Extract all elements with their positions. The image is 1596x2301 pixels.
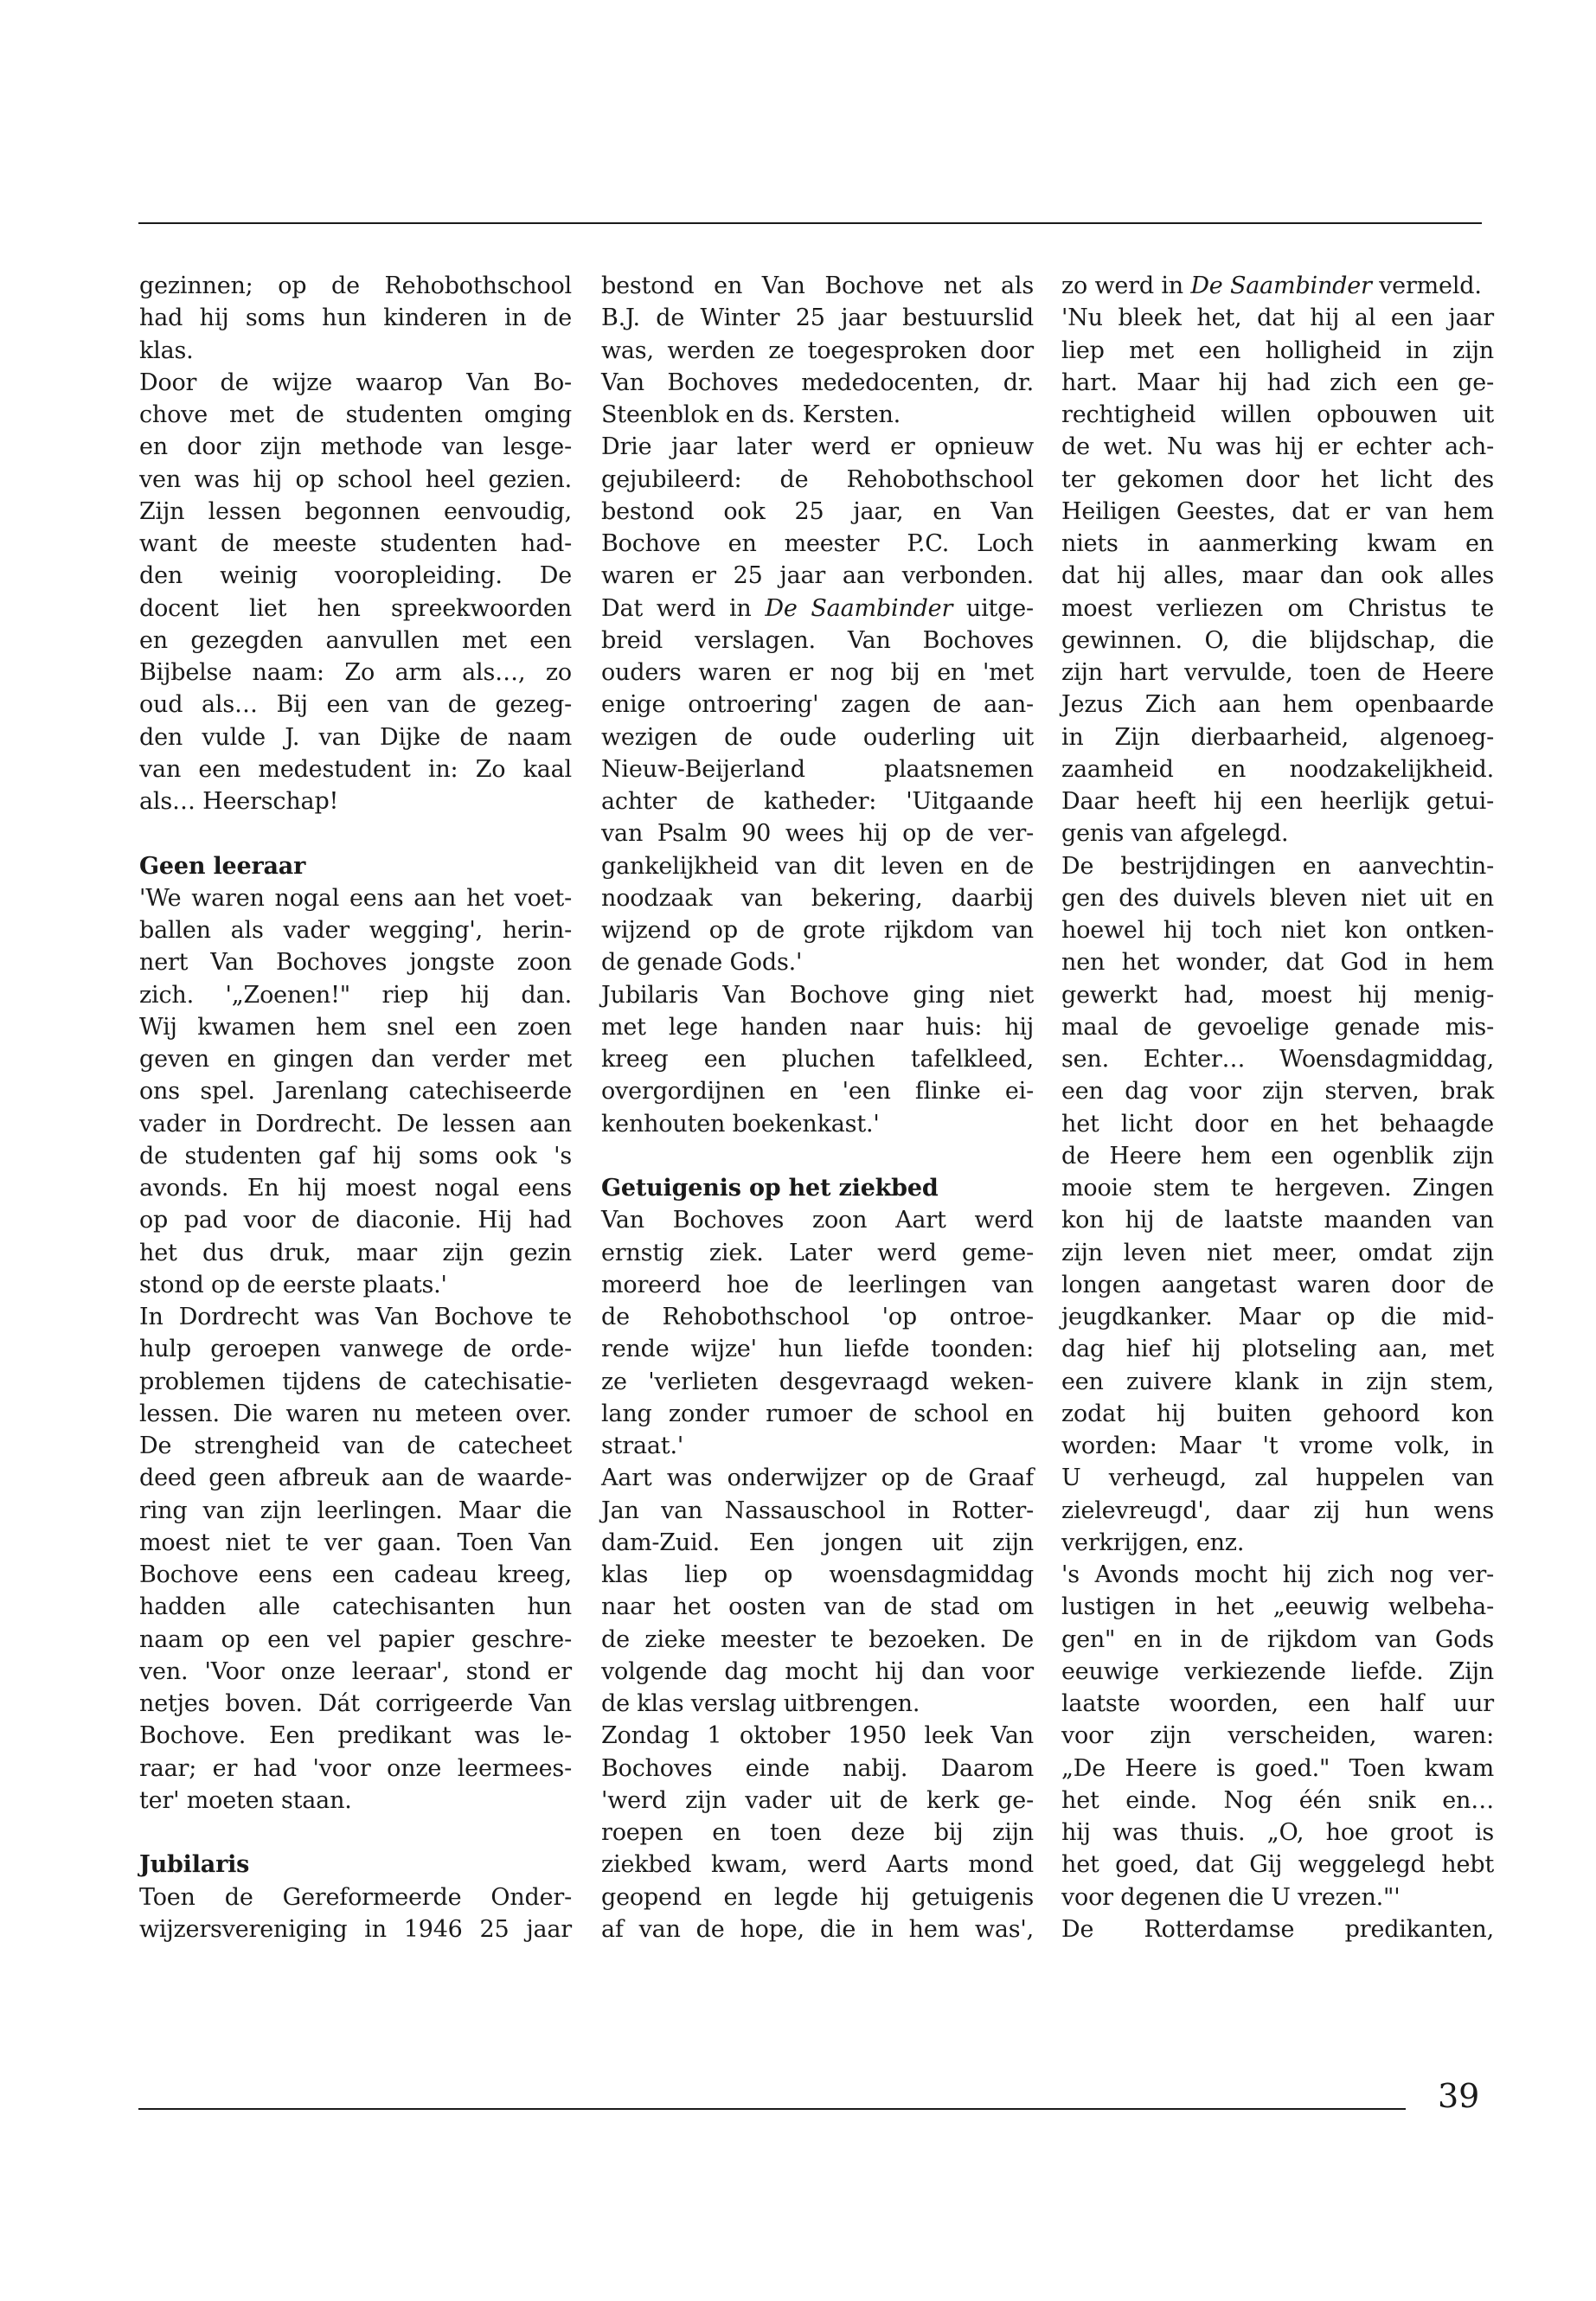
text-line: „De Heere is goed." Toen kwam [1061, 1754, 1494, 1782]
text-line: hulp geroepen vanwege de orde- [139, 1336, 572, 1363]
text-line: wezigen de oude ouderling uit [601, 723, 1034, 751]
text-line: Daar heeft hij een heerlijk getui- [1061, 788, 1494, 815]
text-line: In Dordrecht was Van Bochove te [139, 1304, 572, 1330]
text-line: dam-Zuid. Een jongen uit zijn [601, 1529, 1034, 1556]
text-line: gen des duivels bleven niet uit en [1061, 884, 1494, 912]
text-line: Van Bochoves zoon Aart werd [601, 1207, 1034, 1234]
text-line: dag hief hij plotseling aan, met [1061, 1336, 1494, 1363]
text-line: gezinnen; op de Rehobothschool [139, 272, 572, 299]
text-line: een zuivere klank in zijn stem, [1061, 1368, 1494, 1395]
text-line: waren er 25 jaar aan verbonden. [601, 562, 1034, 590]
text-line: ouders waren er nog bij en 'met [601, 659, 1034, 686]
text-line: Bochove. Een predikant was le- [139, 1722, 572, 1750]
text-line: straat.' [601, 1433, 684, 1459]
publication-title: De Saambinder [765, 594, 953, 622]
text-line: zodat hij buiten gehoord kon [1061, 1400, 1494, 1427]
text-line: U verheugd, zal huppelen van [1061, 1465, 1494, 1492]
text-line: Steenblok en ds. Kersten. [601, 401, 901, 428]
text-line: de studenten gaf hij soms ook 's [139, 1142, 572, 1170]
text-line: lang zonder rumoer de school en [601, 1400, 1034, 1427]
text-line: 'werd zijn vader uit de kerk ge- [601, 1786, 1034, 1814]
text-line: en door zijn methode van lesge- [139, 433, 572, 461]
text-line: het licht door en het behaagde [1061, 1110, 1494, 1138]
text-line: Heiligen Geestes, dat er van hem [1061, 497, 1494, 525]
text-line: het einde. Nog één snik en… [1061, 1786, 1494, 1814]
text-line: moest verliezen om Christus te [1061, 594, 1494, 622]
text-line: ring van zijn leerlingen. Maar die [139, 1497, 572, 1524]
paragraph-gap [139, 1817, 572, 1849]
text-line: ven was hij op school heel gezien. [139, 465, 572, 493]
text-line: raar; er had 'voor onze leermees- [139, 1754, 572, 1782]
text-line: 's Avonds mocht hij zich nog ver- [1061, 1561, 1494, 1588]
text-line: gankelijkheid van dit leven en de [601, 852, 1034, 880]
text-line: volgende dag mocht hij dan voor [601, 1657, 1034, 1685]
text-line: jeugdkanker. Maar op die mid- [1061, 1304, 1494, 1330]
text-line: wijzend op de grote rijkdom van [601, 917, 1034, 944]
text-line [1061, 270, 1494, 302]
text-line: problemen tijdens de catechisatie- [139, 1368, 572, 1395]
text-line: 'We waren nogal eens aan het voet- [139, 884, 572, 912]
text-line: van Psalm 90 wees hij op de ver- [601, 820, 1034, 848]
text-line: De strengheid van de catecheet [139, 1433, 572, 1459]
text-segment: uitge- [952, 594, 1034, 622]
section-heading: Getuigenis op het ziekbed [601, 1175, 939, 1202]
text-line: niets in aanmerking kwam en [1061, 530, 1494, 557]
text-line: voor degenen die U vrezen."' [1061, 1883, 1401, 1911]
text-segment: Dat werd in [601, 594, 766, 622]
text-line: De Rotterdamse predikanten, [1061, 1915, 1494, 1943]
text-line: 'Nu bleek het, dat hij al een jaar [1061, 304, 1494, 332]
text-line: maal de gevoelige genade mis- [1061, 1013, 1494, 1041]
text-line: netjes boven. Dát corrigeerde Van [139, 1690, 572, 1717]
text-line: geven en gingen dan verder met [139, 1046, 572, 1073]
text-line: Toen de Gereformeerde Onder- [139, 1883, 572, 1911]
text-line: Bochoves einde nabij. Daarom [601, 1754, 1034, 1782]
text-line: Aart was onderwijzer op de Graaf [601, 1465, 1034, 1492]
text-line: gewerkt had, moest hij menig- [1061, 981, 1494, 1009]
text-line: de Rehobothschool 'op ontroe- [601, 1304, 1034, 1330]
text-line: ernstig ziek. Later werd geme- [601, 1239, 1034, 1266]
text-line: ballen als vader wegging', herin- [139, 917, 572, 944]
text-line: overgordijnen en 'een flinke ei- [601, 1078, 1034, 1106]
text-line: Bochove en meester P.C. Loch [601, 530, 1034, 557]
text-line: ven. 'Voor onze leeraar', stond er [139, 1657, 572, 1685]
text-line: hadden alle catechisanten hun [139, 1593, 572, 1621]
text-line: eeuwige verkiezende liefde. Zijn [1061, 1657, 1494, 1685]
text-line: was, werden ze toegesproken door [601, 336, 1034, 364]
text-line: dat hij alles, maar dan ook alles [1061, 562, 1494, 590]
text-line [601, 593, 1034, 625]
text-line: sen. Echter… Woensdagmiddag, [1061, 1046, 1494, 1073]
text-line: gen" en in de rijkdom van Gods [1061, 1625, 1494, 1653]
text-line: de genade Gods.' [601, 949, 803, 977]
column-3 [1061, 270, 1494, 1945]
text-line: noodzaak van bekering, daarbij [601, 884, 1034, 912]
text-line: nert Van Bochoves jongste zoon [139, 949, 572, 977]
text-line: liep met een holligheid in zijn [1061, 336, 1494, 364]
text-line: het dus druk, maar zijn gezin [139, 1239, 572, 1266]
text-line: hart. Maar hij had zich een ge- [1061, 369, 1494, 396]
text-line: achter de katheder: 'Uitgaande [601, 788, 1034, 815]
text-line: hoewel hij toch niet kon ontken- [1061, 917, 1494, 944]
text-line: een dag voor zijn sterven, brak [1061, 1078, 1494, 1106]
text-line: zich. '„Zoenen!" riep hij dan. [139, 981, 572, 1009]
text-line: af van de hope, die in hem was', [601, 1915, 1034, 1943]
text-line: klas liep op woensdagmiddag [601, 1561, 1034, 1588]
text-line: genis van afgelegd. [1061, 820, 1289, 848]
text-line: de klas verslag uitbrengen. [601, 1690, 920, 1717]
text-line: Zondag 1 oktober 1950 leek Van [601, 1722, 1034, 1750]
text-line: want de meeste studenten had- [139, 530, 572, 557]
text-line: Door de wijze waarop Van Bo- [139, 369, 572, 396]
text-line: enige ontroering' zagen de aan- [601, 691, 1034, 719]
text-line: gejubileerd: de Rehobothschool [601, 465, 1034, 493]
text-line: de Heere hem een ogenblik zijn [1061, 1142, 1494, 1170]
text-line: de zieke meester te bezoeken. De [601, 1625, 1034, 1653]
text-line: als… Heerschap! [139, 788, 339, 815]
top-rule [138, 222, 1482, 224]
text-line: rechtigheid willen opbouwen uit [1061, 401, 1494, 428]
text-line: longen aangetast waren door de [1061, 1271, 1494, 1298]
text-line: zijn leven niet meer, omdat zijn [1061, 1239, 1494, 1266]
text-line: zaamheid en noodzakelijkheid. [1061, 755, 1494, 783]
text-line: Van Bochoves mededocenten, dr. [601, 369, 1034, 396]
text-line: geopend en legde hij getuigenis [601, 1883, 1034, 1911]
text-line: laatste woorden, een half uur [1061, 1690, 1494, 1717]
text-line: klas. [139, 336, 194, 364]
text-line: in Zijn dierbaarheid, algenoeg- [1061, 723, 1494, 751]
text-line: bestond ook 25 jaar, en Van [601, 497, 1034, 525]
column-1 [139, 270, 572, 1945]
text-line: voor zijn verscheiden, waren: [1061, 1722, 1494, 1750]
column-2 [601, 270, 1034, 1945]
text-line: Jan van Nassauschool in Rotter- [601, 1497, 1034, 1524]
section-heading: Geen leeraar [139, 852, 306, 880]
text-line: Nieuw-Beijerland plaatsnemen [601, 755, 1034, 783]
text-line: B.J. de Winter 25 jaar bestuurslid [601, 304, 1034, 332]
paragraph-gap [139, 817, 572, 849]
text-segment: zo werd in [1061, 272, 1191, 299]
text-line: Jubilaris Van Bochove ging niet [601, 981, 1034, 1009]
text-line: lustigen in het „eeuwig welbeha- [1061, 1593, 1494, 1621]
text-line: naam op een vel papier geschre- [139, 1625, 572, 1653]
text-line: met lege handen naar huis: hij [601, 1013, 1034, 1041]
text-line: avonds. En hij moest nogal eens [139, 1175, 572, 1202]
text-line: worden: Maar 't vrome volk, in [1061, 1433, 1494, 1459]
text-line: hij was thuis. „O, hoe groot is [1061, 1819, 1494, 1846]
text-line: roepen en toen deze bij zijn [601, 1819, 1034, 1846]
text-line: zijn hart vervulde, toen de Heere [1061, 659, 1494, 686]
text-line: op pad voor de diaconie. Hij had [139, 1207, 572, 1234]
text-line: stond op de eerste plaats.' [139, 1271, 447, 1298]
text-line: den weinig vooropleiding. De [139, 562, 572, 590]
text-line: had hij soms hun kinderen in de [139, 304, 572, 332]
text-line: verkrijgen, enz. [1061, 1529, 1245, 1556]
text-line: wijzersvereniging in 1946 25 jaar [139, 1915, 572, 1943]
text-line: Drie jaar later werd er opnieuw [601, 433, 1034, 461]
text-line: kon hij de laatste maanden van [1061, 1207, 1494, 1234]
text-line: ons spel. Jarenlang catechiseerde [139, 1078, 572, 1106]
text-line: van een medestudent in: Zo kaal [139, 755, 572, 783]
text-segment: vermeld. [1371, 272, 1482, 299]
text-line: bestond en Van Bochove net als [601, 272, 1034, 299]
page-number: 39 [1438, 2077, 1480, 2115]
text-line: Bijbelse naam: Zo arm als…, zo [139, 659, 572, 686]
text-line: De bestrijdingen en aanvechtin- [1061, 852, 1494, 880]
text-line: naar het oosten van de stad om [601, 1593, 1034, 1621]
publication-title: De Saambinder [1190, 272, 1372, 299]
text-line: kenhouten boekenkast.' [601, 1110, 880, 1138]
text-line: en gezegden aanvullen met een [139, 626, 572, 654]
text-line: oud als… Bij een van de gezeg- [139, 691, 572, 719]
section-heading: Jubilaris [139, 1851, 250, 1879]
text-line: rende wijze' hun liefde toonden: [601, 1336, 1034, 1363]
text-line: Zijn lessen begonnen eenvoudig, [139, 497, 572, 525]
bottom-rule [138, 2108, 1406, 2110]
text-line: chove met de studenten omging [139, 401, 572, 428]
text-line: het goed, dat Gij weggelegd hebt [1061, 1851, 1494, 1879]
text-line: ter' moeten staan. [139, 1786, 352, 1814]
text-line: Wij kwamen hem snel een zoen [139, 1013, 572, 1041]
text-line: mooie stem te hergeven. Zingen [1061, 1175, 1494, 1202]
text-line: moreerd hoe de leerlingen van [601, 1271, 1034, 1298]
text-line: lessen. Die waren nu meteen over. [139, 1400, 572, 1427]
text-line: zielevreugd', daar zij hun wens [1061, 1497, 1494, 1524]
text-line: de wet. Nu was hij er echter ach- [1061, 433, 1494, 461]
text-line: Bochove eens een cadeau kreeg, [139, 1561, 572, 1588]
text-line: vader in Dordrecht. De lessen aan [139, 1110, 572, 1138]
text-line: nen het wonder, dat God in hem [1061, 949, 1494, 977]
text-line: den vulde J. van Dijke de naam [139, 723, 572, 751]
text-line: ter gekomen door het licht des [1061, 465, 1494, 493]
text-line: gewinnen. O, die blijdschap, die [1061, 626, 1494, 654]
text-line: deed geen afbreuk aan de waarde- [139, 1465, 572, 1492]
text-line: Jezus Zich aan hem openbaarde [1061, 691, 1494, 719]
text-line: kreeg een pluchen tafelkleed, [601, 1046, 1034, 1073]
text-line: breid verslagen. Van Bochoves [601, 626, 1034, 654]
text-line: ziekbed kwam, werd Aarts mond [601, 1851, 1034, 1879]
paragraph-gap [601, 1140, 1034, 1172]
text-line: moest niet te ver gaan. Toen Van [139, 1529, 572, 1556]
text-line: docent liet hen spreekwoorden [139, 594, 572, 622]
text-line: ze 'verlieten desgevraagd weken- [601, 1368, 1034, 1395]
